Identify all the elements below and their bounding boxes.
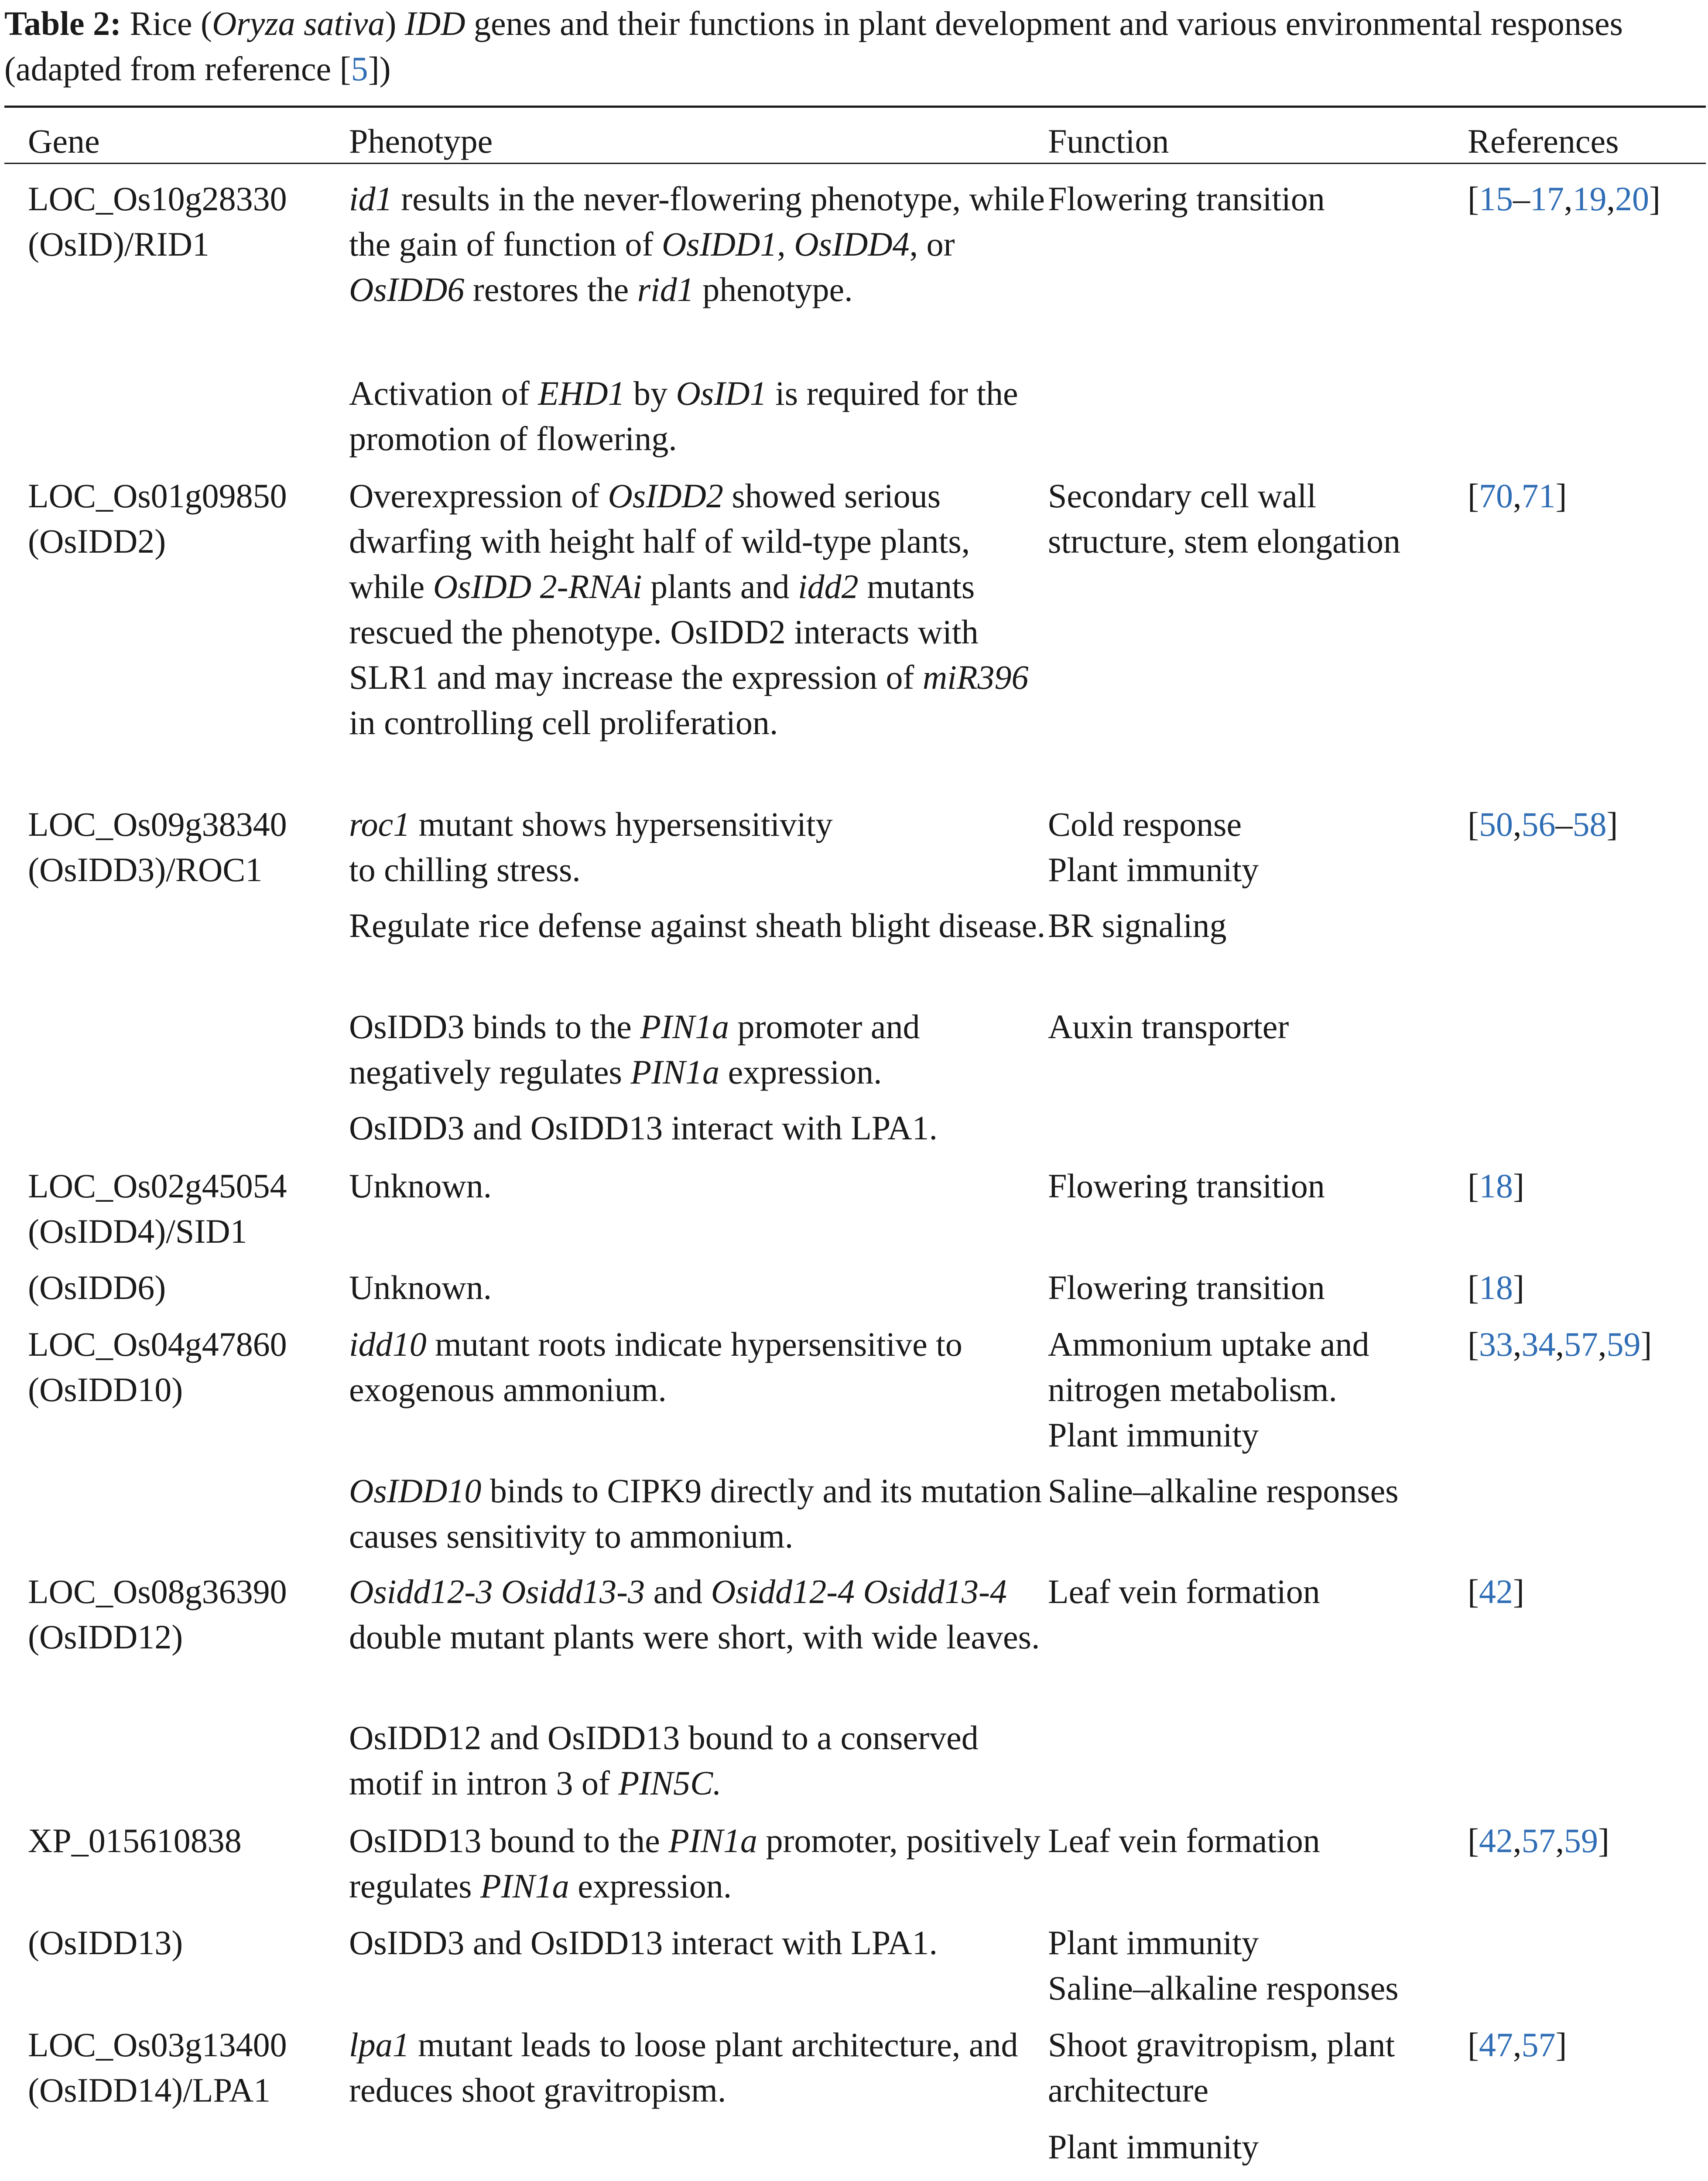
phenotype-cell: lpa1 mutant leads to loose plant architecture, and reduces shoot gravitropism. [349, 2026, 1018, 2109]
function-cell: Plant immunity [1048, 2128, 1259, 2166]
gene-cell: LOC_Os03g13400 (OsIDD14)/LPA1 [28, 2026, 287, 2109]
gene-cell: LOC_Os04g47860 (OsIDD10) [28, 1325, 287, 1408]
gene-cell: (OsIDD13) [28, 1924, 183, 1962]
phenotype-cell: OsIDD3 and OsIDD13 interact with LPA1. [349, 1924, 938, 1962]
reference-link[interactable]: 59 [1606, 1325, 1641, 1363]
phenotype-cell: OsIDD13 bound to the PIN1a promoter, positively regulates PIN1a expression. [349, 1822, 1041, 1905]
phenotype-cell: Unknown. [349, 1167, 492, 1205]
reference-link[interactable]: 15 [1479, 180, 1513, 218]
gene-cell: (OsIDD6) [28, 1268, 166, 1306]
reference-link[interactable]: 42 [1479, 1822, 1513, 1860]
references-cell: [42] [1468, 1573, 1524, 1610]
references-cell: [42,57,59] [1468, 1822, 1609, 1860]
phenotype-cell: roc1 mutant shows hypersensitivity to chilling stress. [349, 805, 833, 889]
references-cell: [18] [1468, 1167, 1524, 1205]
header-gene: Gene [28, 122, 100, 160]
reference-link[interactable]: 71 [1521, 477, 1556, 515]
phenotype-cell: Activation of EHD1 by OsID1 is required for the promotion of flowering. [349, 374, 1018, 458]
function-cell: Flowering transition [1048, 1268, 1325, 1306]
function-cell: Plant immunity Saline–alkaline responses [1048, 1924, 1399, 2007]
reference-link[interactable]: 5 [351, 50, 368, 88]
header-phenotype: Phenotype [349, 122, 493, 160]
function-cell: Saline–alkaline responses [1048, 1472, 1399, 1510]
references-cell: [70,71] [1468, 477, 1567, 515]
function-cell: Ammonium uptake and nitrogen metabolism. Plant immunity [1048, 1325, 1369, 1454]
references-cell: [15–17,19,20] [1468, 180, 1660, 218]
header-function: Function [1048, 122, 1169, 160]
phenotype-cell: id1 results in the never-flowering phenotype, while the gain of function of OsIDD1, OsIDD4, or OsIDD6 restores the rid1 phenotype. [349, 180, 1045, 308]
reference-link[interactable]: 56 [1521, 805, 1556, 843]
function-cell: Shoot gravitropism, plant architecture [1048, 2026, 1395, 2109]
phenotype-cell: OsIDD12 and OsIDD13 bound to a conserved motif in intron 3 of PIN5C. [349, 1719, 979, 1802]
function-cell: Flowering transition [1048, 180, 1325, 218]
phenotype-cell: idd10 mutant roots indicate hypersensitive to exogenous ammonium. [349, 1325, 962, 1408]
function-cell: BR signaling [1048, 906, 1227, 944]
table-top-rule [4, 106, 1706, 108]
gene-cell: LOC_Os09g38340 (OsIDD3)/ROC1 [28, 805, 287, 889]
table-caption: Table 2: Rice (Oryza sativa) IDD genes and their functions in plant development and various environmental responses (adapted from reference [5]) [4, 4, 1623, 88]
gene-cell: LOC_Os08g36390 (OsIDD12) [28, 1573, 287, 1656]
reference-link[interactable]: 47 [1479, 2026, 1513, 2064]
header-references: References [1468, 122, 1619, 160]
function-cell: Auxin transporter [1048, 1008, 1289, 1046]
phenotype-cell: OsIDD3 binds to the PIN1a promoter and negatively regulates PIN1a expression. [349, 1008, 920, 1091]
references-cell: [50,56–58] [1468, 805, 1618, 843]
function-cell: Flowering transition [1048, 1167, 1325, 1205]
phenotype-cell: Overexpression of OsIDD2 showed serious dwarfing with height half of wild-type plants, while OsIDD 2-RNAi plants and idd2 mutants rescued the phenotype. OsIDD2 interacts with SLR1 and may increase the expression of miR396 in controlling cell proliferation. [349, 477, 1029, 742]
phenotype-cell: Unknown. [349, 1268, 492, 1306]
gene-cell: LOC_Os10g28330 (OsID)/RID1 [28, 180, 287, 263]
reference-link[interactable]: 58 [1572, 805, 1607, 843]
gene-cell: XP_015610838 [28, 1822, 242, 1860]
reference-link[interactable]: 57 [1564, 1325, 1598, 1363]
reference-link[interactable]: 50 [1479, 805, 1513, 843]
reference-link[interactable]: 70 [1479, 477, 1513, 515]
reference-link[interactable]: 57 [1521, 2026, 1556, 2064]
function-cell: Secondary cell wall structure, stem elongation [1048, 477, 1400, 560]
reference-link[interactable]: 18 [1479, 1268, 1513, 1306]
gene-cell: LOC_Os02g45054 (OsIDD4)/SID1 [28, 1167, 287, 1250]
header-rule [4, 163, 1706, 164]
references-cell: [18] [1468, 1268, 1524, 1306]
reference-link[interactable]: 18 [1479, 1167, 1513, 1205]
function-cell: Leaf vein formation [1048, 1822, 1320, 1860]
reference-link[interactable]: 20 [1615, 180, 1649, 218]
reference-link[interactable]: 19 [1572, 180, 1607, 218]
function-cell: Leaf vein formation [1048, 1573, 1320, 1610]
references-cell: [47,57] [1468, 2026, 1567, 2064]
phenotype-cell: OsIDD3 and OsIDD13 interact with LPA1. [349, 1109, 938, 1147]
function-cell: Cold response Plant immunity [1048, 805, 1259, 889]
phenotype-cell: Regulate rice defense against sheath blight disease. [349, 906, 1046, 944]
table-label: Table 2: [4, 4, 122, 42]
reference-link[interactable]: 42 [1479, 1573, 1513, 1610]
phenotype-cell: Osidd12-3 Osidd13-3 and Osidd12-4 Osidd13-4 double mutant plants were short, with wide leaves. [349, 1573, 1040, 1656]
references-cell: [33,34,57,59] [1468, 1325, 1652, 1363]
gene-cell: LOC_Os01g09850 (OsIDD2) [28, 477, 287, 560]
phenotype-cell: OsIDD10 binds to CIPK9 directly and its mutation causes sensitivity to ammonium. [349, 1472, 1042, 1555]
reference-link[interactable]: 57 [1521, 1822, 1556, 1860]
reference-link[interactable]: 59 [1564, 1822, 1598, 1860]
reference-link[interactable]: 34 [1521, 1325, 1556, 1363]
reference-link[interactable]: 17 [1530, 180, 1564, 218]
reference-link[interactable]: 33 [1479, 1325, 1513, 1363]
